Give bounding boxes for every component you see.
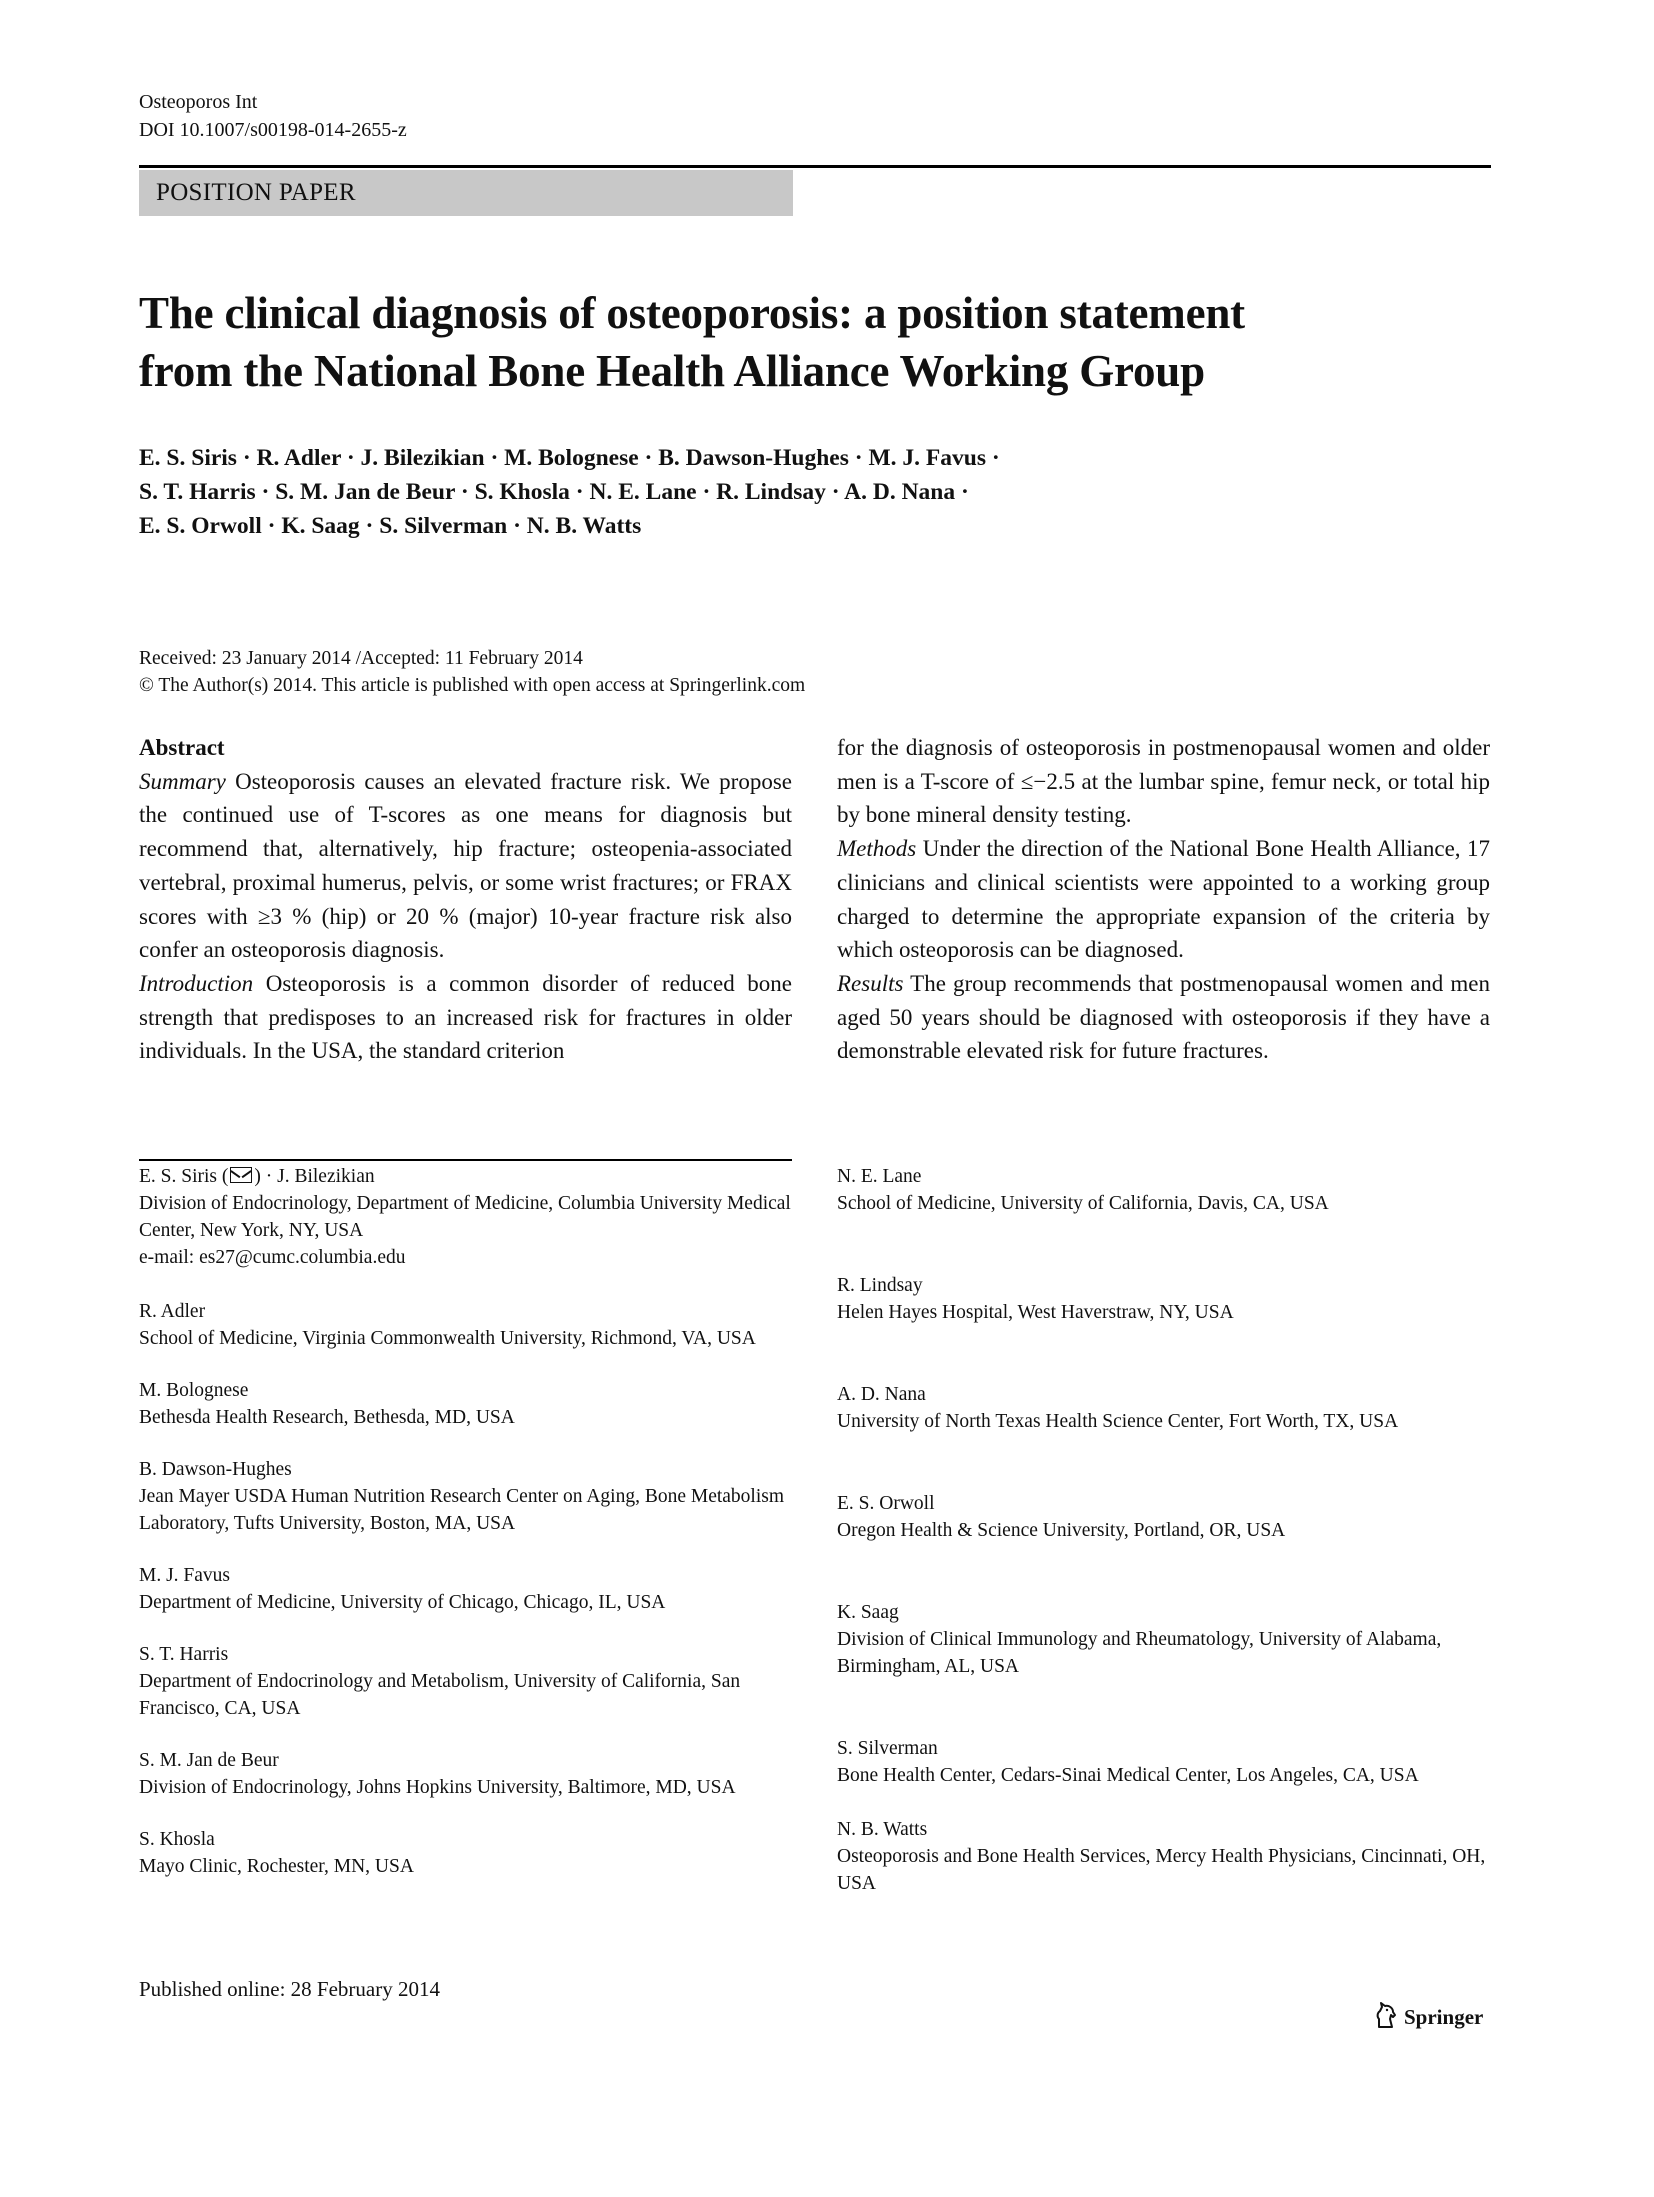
affiliation-name: S. Khosla bbox=[139, 1829, 215, 1850]
title-line-2: from the National Bone Health Alliance Working Group bbox=[139, 346, 1205, 396]
affiliation-name: A. D. Nana bbox=[837, 1384, 926, 1405]
affiliations-rule bbox=[139, 1159, 792, 1161]
affiliation-entry bbox=[837, 1735, 1490, 1789]
envelope-icon bbox=[230, 1167, 252, 1183]
abstract-results bbox=[837, 967, 1490, 1068]
paper-title bbox=[139, 284, 1439, 400]
journal-name: Osteoporos Int bbox=[139, 91, 258, 113]
affiliation-text: School of Medicine, Virginia Commonwealth University, Richmond, VA, USA bbox=[139, 1328, 756, 1349]
results-label: Results bbox=[837, 970, 904, 996]
affiliation-text: Oregon Health & Science University, Portland, OR, USA bbox=[837, 1520, 1286, 1541]
journal-header bbox=[139, 88, 407, 144]
affiliation-name: S. Silverman bbox=[837, 1738, 938, 1759]
methods-text: Under the direction of the National Bone Health Alliance, 17 clinicians and clinical scientists were appointed to a working group charged to determine the appropriate expansion of the criteria by which osteoporosis can be diagnosed. bbox=[837, 836, 1490, 963]
affiliation-entry bbox=[139, 1747, 792, 1801]
affiliation-entry bbox=[139, 1562, 792, 1616]
affiliation-entry bbox=[837, 1490, 1490, 1544]
header-rule bbox=[139, 165, 1491, 168]
author-list bbox=[139, 441, 1439, 543]
affiliation-text: Bone Health Center, Cedars-Sinai Medical Center, Los Angeles, CA, USA bbox=[837, 1765, 1419, 1786]
affiliation-text: Helen Hayes Hospital, West Haverstraw, NY, USA bbox=[837, 1302, 1234, 1323]
affiliation-entry bbox=[837, 1163, 1490, 1217]
publisher-logo bbox=[1374, 1999, 1483, 2035]
affiliation-text: University of North Texas Health Science Center, Fort Worth, TX, USA bbox=[837, 1411, 1399, 1432]
affiliation-text: Jean Mayer USDA Human Nutrition Research Center on Aging, Bone Metabolism Laboratory, Tufts University, Boston, MA, USA bbox=[139, 1486, 785, 1534]
authors-line-2: S. T. Harris · S. M. Jan de Beur · S. Khosla · N. E. Lane · R. Lindsay · A. D. Nana · bbox=[139, 479, 969, 505]
affiliation-name-part: E. S. Siris ( bbox=[139, 1166, 229, 1187]
authors-line-1: E. S. Siris · R. Adler · J. Bilezikian · M. Bolognese · B. Dawson-Hughes · M. J. Favus · bbox=[139, 445, 1000, 471]
affiliation-text: Osteoporosis and Bone Health Services, Mercy Health Physicians, Cincinnati, OH, USA bbox=[837, 1846, 1486, 1894]
corresponding-email[interactable]: e-mail: es27@cumc.columbia.edu bbox=[139, 1247, 406, 1268]
affiliation-name: R. Adler bbox=[139, 1301, 206, 1322]
summary-text: Osteoporosis causes an elevated fracture risk. We propose the continued use of T-scores as one means for diagnosis but recommend that, alternatively, hip fracture; osteopenia-associated vertebral, proximal humerus, pelvis, or some wrist fractures; or FRAX scores with ≥3 % (hip) or 20 % (major) 10-year fracture risk also confer an osteoporosis diagnosis. bbox=[139, 768, 793, 963]
results-text: The group recommends that postmenopausal women and men aged 50 years should be diagnosed with osteoporosis if they have a demonstrable elevated risk for future fractures. bbox=[837, 970, 1490, 1064]
summary-label: Summary bbox=[139, 768, 226, 794]
abstract-methods bbox=[837, 832, 1490, 967]
affiliation-text: Department of Endocrinology and Metabolism, University of California, San Francisco, CA, USA bbox=[139, 1671, 741, 1719]
affiliation-entry bbox=[837, 1816, 1490, 1897]
abstract-introduction bbox=[139, 967, 792, 1068]
introduction-text: Osteoporosis is a common disorder of reduced bone strength that predisposes to an increased risk for fractures in older individuals. In the USA, the standard criterion bbox=[139, 970, 793, 1064]
affiliation-entry bbox=[139, 1377, 792, 1431]
affiliation-text: Bethesda Health Research, Bethesda, MD, USA bbox=[139, 1407, 515, 1428]
affiliation-text: Division of Endocrinology, Johns Hopkins University, Baltimore, MD, USA bbox=[139, 1777, 736, 1798]
affiliation-entry bbox=[837, 1381, 1490, 1435]
abstract-heading: Abstract bbox=[139, 735, 225, 760]
copyright-notice: © The Author(s) 2014. This article is published with open access at Springerlink.com bbox=[139, 675, 806, 696]
affiliation-entry bbox=[139, 1163, 792, 1271]
affiliation-entry bbox=[837, 1272, 1490, 1326]
affiliation-name: K. Saag bbox=[837, 1602, 899, 1623]
section-label: POSITION PAPER bbox=[139, 170, 793, 216]
affiliation-entry bbox=[837, 1599, 1490, 1680]
affiliation-name-part: ) · J. Bilezikian bbox=[254, 1166, 375, 1187]
affiliation-text: Division of Endocrinology, Department of Medicine, Columbia University Medical Center, New York, NY, USA bbox=[139, 1193, 791, 1241]
affiliation-entry bbox=[139, 1641, 792, 1722]
affiliation-name: N. B. Watts bbox=[837, 1819, 928, 1840]
publisher-name: Springer bbox=[1404, 2004, 1484, 2029]
published-online: Published online: 28 February 2014 bbox=[139, 1977, 440, 2001]
authors-line-3: E. S. Orwoll · K. Saag · S. Silverman · N. B. Watts bbox=[139, 513, 642, 539]
affiliation-name: M. Bolognese bbox=[139, 1380, 249, 1401]
received-accepted: Received: 23 January 2014 /Accepted: 11 February 2014 bbox=[139, 648, 583, 669]
affiliation-name: N. E. Lane bbox=[837, 1166, 922, 1187]
article-history bbox=[139, 645, 805, 699]
affiliation-name: S. T. Harris bbox=[139, 1644, 229, 1665]
affiliation-entry bbox=[139, 1298, 792, 1352]
abstract-summary bbox=[139, 765, 792, 967]
affiliation-name bbox=[139, 1163, 792, 1190]
affiliation-name: S. M. Jan de Beur bbox=[139, 1750, 279, 1771]
affiliation-name: E. S. Orwoll bbox=[837, 1493, 935, 1514]
affiliation-name: R. Lindsay bbox=[837, 1275, 923, 1296]
affiliation-text: Department of Medicine, University of Chicago, Chicago, IL, USA bbox=[139, 1592, 666, 1613]
affiliation-entry bbox=[139, 1826, 792, 1880]
doi: DOI 10.1007/s00198-014-2655-z bbox=[139, 119, 407, 141]
abstract-left-column bbox=[139, 731, 792, 1068]
affiliation-text: Mayo Clinic, Rochester, MN, USA bbox=[139, 1856, 414, 1877]
introduction-label: Introduction bbox=[139, 970, 254, 996]
introduction-continued: for the diagnosis of osteoporosis in postmenopausal women and older men is a T-score of ≤−2.5 at the lumbar spine, femur neck, or total hip by bone mineral density testing. bbox=[837, 735, 1490, 828]
affiliation-name: B. Dawson-Hughes bbox=[139, 1459, 292, 1480]
affiliation-name: M. J. Favus bbox=[139, 1565, 231, 1586]
affiliation-text: School of Medicine, University of California, Davis, CA, USA bbox=[837, 1193, 1329, 1214]
methods-label: Methods bbox=[837, 836, 917, 862]
affiliations-right bbox=[837, 1163, 1490, 1897]
springer-horse-icon bbox=[1374, 2001, 1398, 2034]
affiliations-left bbox=[139, 1163, 792, 1880]
abstract-right-column bbox=[837, 731, 1490, 1068]
title-line-1: The clinical diagnosis of osteoporosis: a position statement bbox=[139, 288, 1245, 338]
affiliation-text: Division of Clinical Immunology and Rheumatology, University of Alabama, Birmingham, AL, USA bbox=[837, 1629, 1442, 1677]
affiliation-entry bbox=[139, 1456, 792, 1537]
